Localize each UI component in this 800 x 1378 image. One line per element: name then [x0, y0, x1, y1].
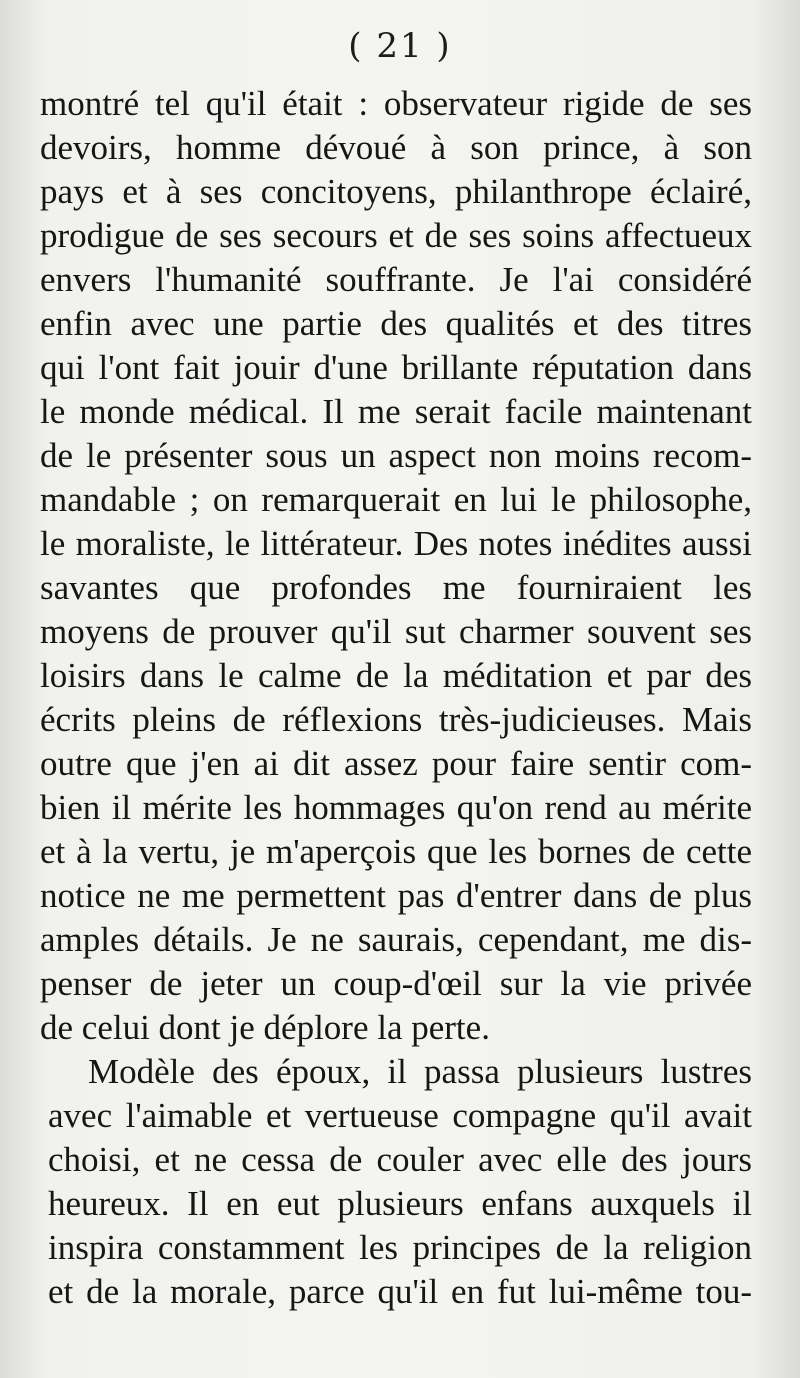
- text-line: penser de jeter un coup-d'œil sur la vie privée: [40, 964, 752, 1003]
- body-text: [40, 82, 752, 1314]
- text-line: amples détails. Je ne saurais, cependant, me dis-: [40, 920, 752, 959]
- text-line: Modèle des époux, il passa plusieurs lustres: [88, 1052, 752, 1091]
- page-number: ( 21 ): [348, 26, 452, 66]
- text-line: devoirs, homme dévoué à son prince, à son: [40, 128, 752, 167]
- paragraph-1: [40, 82, 752, 1050]
- text-line: qui l'ont fait jouir d'une brillante réputation dans: [40, 348, 752, 387]
- text-line: outre que j'en ai dit assez pour faire sentir com-: [40, 744, 752, 783]
- text-line: savantes que profondes me fourniraient les: [40, 568, 752, 607]
- text-line: moyens de prouver qu'il sut charmer souvent ses: [40, 612, 752, 651]
- text-line: enfin avec une partie des qualités et des titres: [40, 304, 752, 343]
- text-line: de le présenter sous un aspect non moins recom-: [40, 436, 752, 475]
- text-line: inspira constamment les principes de la religion: [48, 1228, 752, 1267]
- text-line: loisirs dans le calme de la méditation et par des: [40, 656, 752, 695]
- text-line: écrits pleins de réflexions très-judicieuses. Mais: [40, 700, 752, 739]
- text-line: envers l'humanité souffrante. Je l'ai considéré: [40, 260, 752, 299]
- text-line: choisi, et ne cessa de couler avec elle des jours: [48, 1140, 752, 1179]
- text-line: heureux. Il en eut plusieurs enfans auxquels il: [48, 1184, 752, 1223]
- text-line: et à la vertu, je m'aperçois que les bornes de cette: [40, 832, 752, 871]
- text-line: mandable ; on remarquerait en lui le philosophe,: [40, 480, 752, 519]
- text-line: avec l'aimable et vertueuse compagne qu'il avait: [48, 1096, 752, 1135]
- text-line: le moraliste, le littérateur. Des notes inédites aussi: [40, 524, 752, 563]
- text-line: le monde médical. Il me serait facile maintenant: [40, 392, 752, 431]
- paragraph-2: [40, 1050, 752, 1314]
- text-line: notice ne me permettent pas d'entrer dans de plus: [40, 876, 752, 915]
- text-line: prodigue de ses secours et de ses soins affectueux: [40, 216, 752, 255]
- text-line: et de la morale, parce qu'il en fut lui-même tou-: [48, 1272, 752, 1311]
- text-line: de celui dont je déplore la perte.: [40, 1008, 490, 1047]
- text-line: bien il mérite les hommages qu'on rend au mérite: [40, 788, 752, 827]
- text-line: montré tel qu'il était : observateur rigide de ses: [40, 84, 752, 123]
- text-line: pays et à ses concitoyens, philanthrope éclairé,: [40, 172, 752, 211]
